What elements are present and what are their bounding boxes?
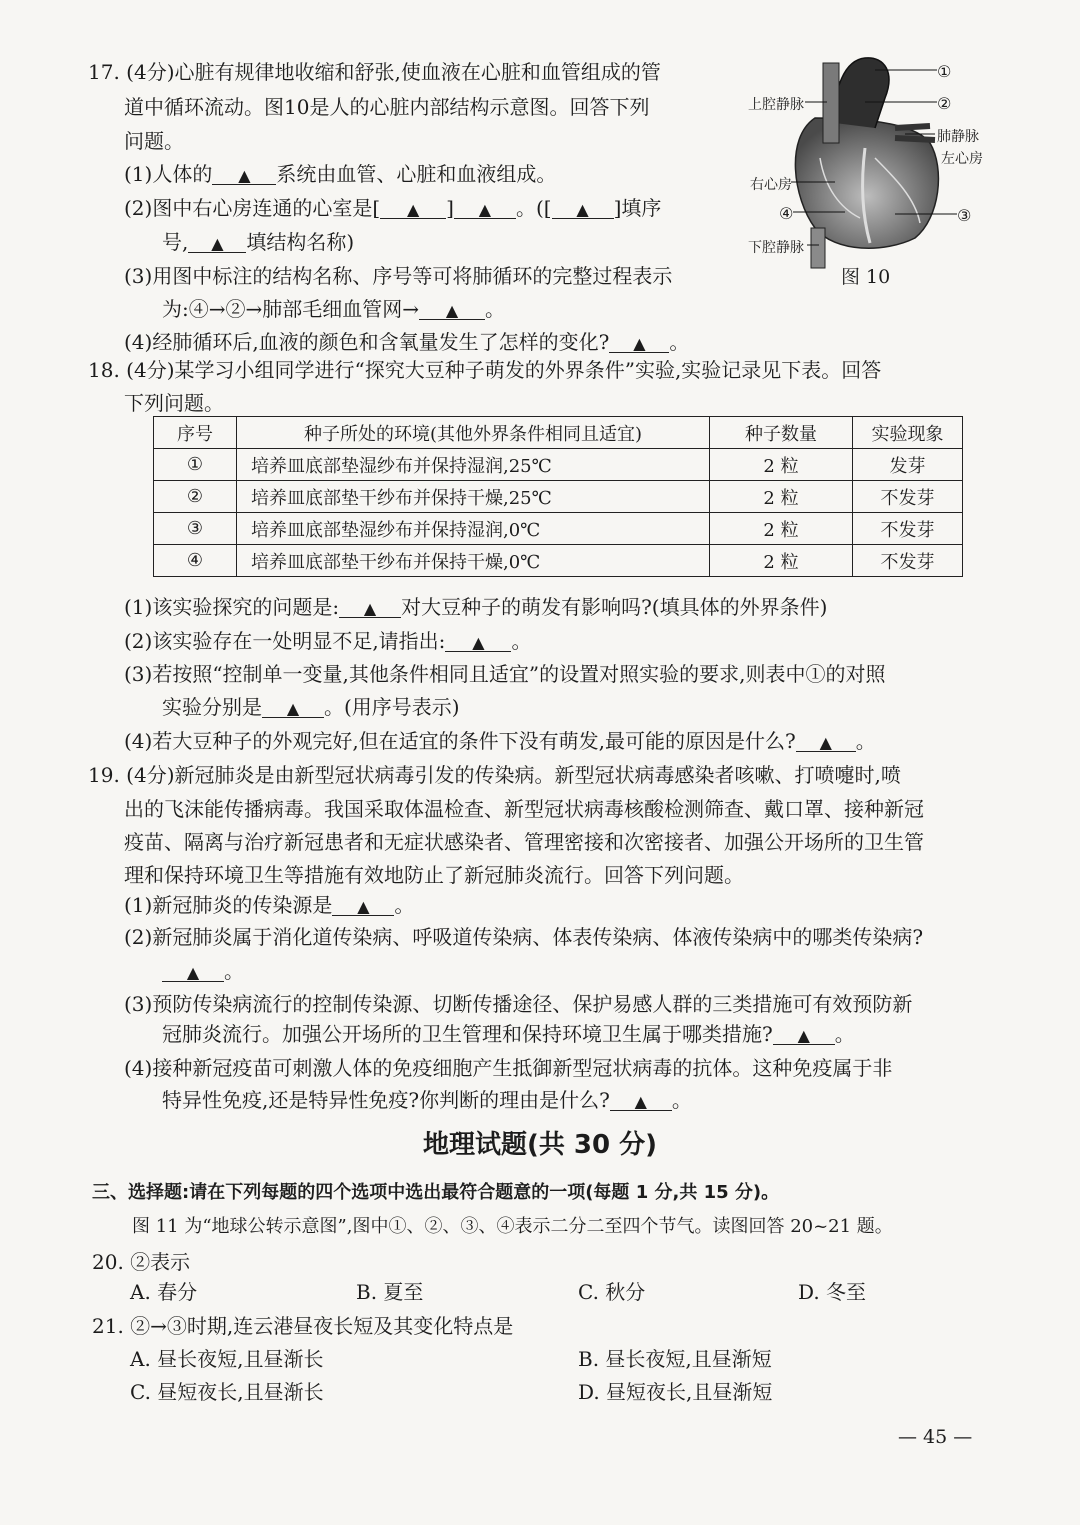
q18-part3: (3)若按照“控制单一变量,其他条件相同且适宜”的设置对照实验的要求,则表中①的对照 [124,662,886,686]
answer-blank[interactable]: ▲ [796,731,856,752]
answer-blank[interactable]: ▲ [609,332,669,353]
q17-part2-cont: 号, ▲ 填结构名称) [162,230,355,254]
q20-option-a[interactable]: A. 春分 [130,1280,198,1304]
q20-stem: 20. ②表示 [92,1250,191,1274]
table-cell: 不发芽 [853,513,963,545]
label-inferior-vena-cava: 下腔静脉 [748,240,804,256]
q19-part2-cont: ▲ 。 [162,955,244,984]
q21-option-b[interactable]: B. 昼长夜短,且昼渐短 [578,1347,772,1371]
label-1: ① [937,62,952,81]
answer-blank[interactable]: ▲ [610,1090,672,1111]
table-row [154,449,963,481]
table-row [154,481,963,513]
answer-blank[interactable]: ▲ [162,961,224,982]
q19-line4: 理和保持环境卫生等措施有效地防止了新冠肺炎流行。回答下列问题。 [124,863,744,887]
table-cell: 不发芽 [853,481,963,513]
answer-blank[interactable]: ▲ [339,597,401,618]
answer-blank[interactable]: ▲ [454,198,516,219]
q21-option-a[interactable]: A. 昼长夜短,且昼渐长 [130,1347,324,1371]
q19-line2: 出的飞沫能传播病毒。我国采取体温检查、新型冠状病毒核酸检测筛查、戴口罩、接种新冠 [124,797,924,821]
label-pulmonary-vein: 肺静脉 [937,129,979,145]
q18-part4: (4)若大豆种子的外观完好,但在适宜的条件下没有萌发,最可能的原因是什么? ▲ 。 [124,729,876,753]
table-cell: 培养皿底部垫湿纱布并保持湿润,25℃ [237,449,710,481]
table-cell: ① [154,449,237,481]
answer-blank[interactable]: ▲ [419,299,485,320]
experiment-table [153,416,963,577]
figure11-intro: 图 11 为“地球公转示意图”,图中①、②、③、④表示二分二至四个节气。读图回答 20~21 题。 [132,1216,893,1237]
figure-caption: 图 10 [841,266,891,288]
q19-line3: 疫苗、隔离与治疗新冠患者和无症状感染者、管理密接和次密接者、加强公开场所的卫生管 [124,830,924,854]
table-row [154,545,963,577]
q19-part1: (1)新冠肺炎的传染源是 ▲ 。 [124,893,415,917]
table-cell: ③ [154,513,237,545]
q17-part2: (2)图中右心房连通的心室是[ ▲ ] ▲ 。([ ▲ ]填序 [124,196,662,220]
q19-part4: (4)接种新冠疫苗可刺激人体的免疫细胞产生抵御新型冠状病毒的抗体。这种免疫属于非 [124,1056,893,1080]
answer-blank[interactable]: ▲ [445,631,511,652]
table-header: 实验现象 [853,417,963,449]
q17-line3: 问题。 [124,129,184,153]
q18-part1: (1)该实验探究的问题是: ▲ 对大豆种子的萌发有影响吗?(填具体的外界条件) [124,595,828,619]
page-number: — 45 — [898,1426,973,1448]
q19-part2: (2)新冠肺炎属于消化道传染病、呼吸道传染病、体表传染病、体液传染病中的哪类传染病? [124,925,924,949]
label-right-atrium: 右心房 [750,177,792,193]
q19-part4-cont: 特异性免疫,还是特异性免疫?你判断的理由是什么? ▲ 。 [162,1088,692,1112]
section-heading: 三、选择题:请在下列每题的四个选项中选出最符合题意的一项(每题 1 分,共 15 分)。 [92,1182,780,1203]
answer-blank[interactable]: ▲ [773,1024,835,1045]
table-cell: 培养皿底部垫干纱布并保持干燥,0℃ [237,545,710,577]
q20-option-c[interactable]: C. 秋分 [578,1280,646,1304]
q17-part3: (3)用图中标注的结构名称、序号等可将肺循环的完整过程表示 [124,264,673,288]
table-cell: ④ [154,545,237,577]
table-header: 种子数量 [710,417,853,449]
table-cell: 2 粒 [710,449,853,481]
q17-part3-cont: 为:④→②→肺部毛细血管网→ ▲ 。 [162,297,506,321]
q21-stem: 21. ②→③时期,连云港昼夜长短及其变化特点是 [92,1314,514,1338]
heart-figure [745,48,983,288]
table-cell: 2 粒 [710,481,853,513]
label-2: ② [937,94,952,113]
label-4: ④ [779,204,794,223]
answer-blank[interactable]: ▲ [262,697,324,718]
table-header-row [154,417,963,449]
answer-blank[interactable]: ▲ [188,232,246,253]
table-header: 序号 [154,417,237,449]
q19-part3-cont: 冠肺炎流行。加强公开场所的卫生管理和保持环境卫生属于哪类措施? ▲ 。 [162,1022,855,1046]
table-cell: 发芽 [853,449,963,481]
q19-line1: 19. (4分)新冠肺炎是由新型冠状病毒引发的传染病。新型冠状病毒感染者咳嗽、打喷嚏时,喷 [88,763,901,787]
answer-blank[interactable]: ▲ [552,198,614,219]
q18-part2: (2)该实验存在一处明显不足,请指出: ▲ 。 [124,629,532,653]
table-cell: ② [154,481,237,513]
label-superior-vena-cava: 上腔静脉 [748,97,804,113]
q17-part4: (4)经肺循环后,血液的颜色和含氧量发生了怎样的变化? ▲ 。 [124,330,690,354]
q18-line1: 18. (4分)某学习小组同学进行“探究大豆种子萌发的外界条件”实验,实验记录见下表。回答 [88,358,882,382]
q17-part1: (1)人体的 ▲ 系统由血管、心脏和血液组成。 [124,162,557,186]
q20-option-b[interactable]: B. 夏至 [356,1280,424,1304]
q17-line2: 道中循环流动。图10是人的心脏内部结构示意图。回答下列 [124,95,650,119]
label-left-atrium: 左心房 [941,151,983,167]
q21-option-c[interactable]: C. 昼短夜长,且昼渐长 [130,1380,324,1404]
answer-blank[interactable]: ▲ [332,895,394,916]
q20-option-d[interactable]: D. 冬至 [798,1280,867,1304]
q18-line2: 下列问题。 [124,391,224,415]
table-cell: 培养皿底部垫湿纱布并保持湿润,0℃ [237,513,710,545]
table-cell: 2 粒 [710,513,853,545]
table-cell: 不发芽 [853,545,963,577]
answer-blank[interactable]: ▲ [380,198,446,219]
table-cell: 培养皿底部垫干纱布并保持干燥,25℃ [237,481,710,513]
table-header: 种子所处的环境(其他外界条件相同且适宜) [237,417,710,449]
q17-line1: 17. (4分)心脏有规律地收缩和舒张,使血液在心脏和血管组成的管 [88,60,661,84]
label-3: ③ [957,206,972,225]
table-row [154,513,963,545]
q19-part3: (3)预防传染病流行的控制传染源、切断传播途径、保护易感人群的三类措施可有效预防新 [124,992,913,1016]
answer-blank[interactable]: ▲ [212,164,276,185]
geography-title: 地理试题(共 30 分) [422,1130,658,1160]
table-cell: 2 粒 [710,545,853,577]
q21-option-d[interactable]: D. 昼短夜长,且昼渐短 [578,1380,773,1404]
q18-part3-cont: 实验分别是 ▲ 。(用序号表示) [162,695,460,719]
